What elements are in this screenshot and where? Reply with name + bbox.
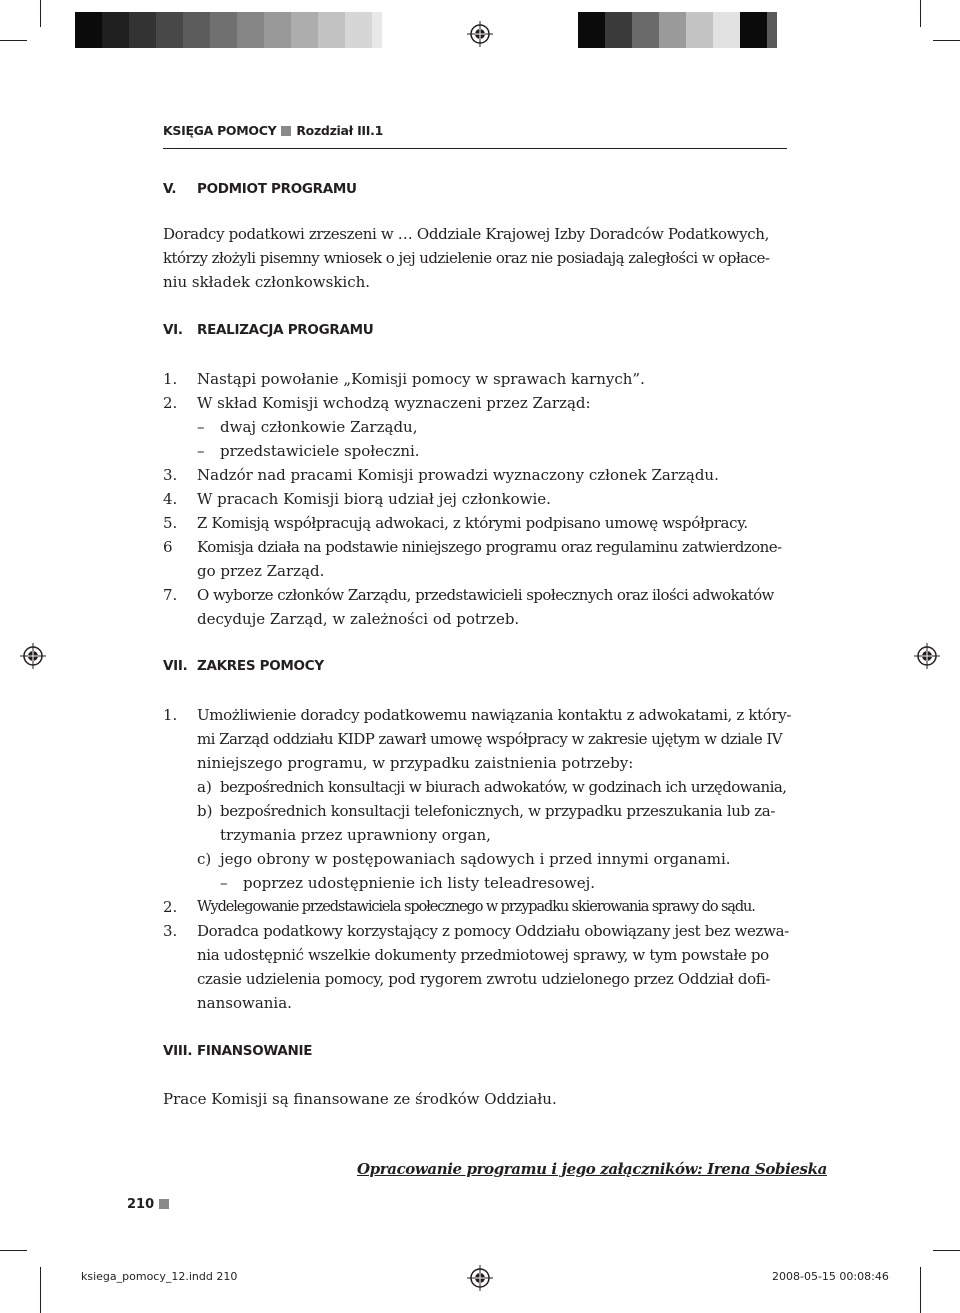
crop-mark	[40, 1267, 41, 1313]
running-header	[163, 123, 383, 138]
list-item-continuation: trzymania przez uprawniony organ,	[220, 826, 491, 844]
section-heading-viii: VIII. FINANSOWANIE	[163, 1043, 313, 1059]
section-heading-vii: VII. ZAKRES POMOCY	[163, 658, 324, 674]
square-bullet-icon	[281, 126, 291, 136]
list-item-continuation: nansowania.	[197, 994, 292, 1012]
header-rule	[163, 148, 787, 149]
list-item-continuation: decyduje Zarząd, w zależności od potrzeb.	[197, 610, 520, 628]
slug-timestamp: 2008-05-15 00:08:46	[772, 1270, 889, 1283]
chapter-title: Rozdział III.1	[296, 123, 383, 138]
list-item-continuation: niniejszego programu, w przypadku zaistnienia potrzeby:	[197, 754, 634, 772]
square-bullet-icon	[159, 1199, 169, 1209]
list-item-continuation: czasie udzielenia pomocy, pod rygorem zwrotu udzielonego przez Oddział dofi-	[197, 970, 771, 988]
registration-mark-icon	[914, 643, 940, 669]
registration-mark-icon	[20, 643, 46, 669]
author-credit: Opracowanie programu i jego załączników: Irena Sobieska	[357, 1160, 827, 1178]
crop-mark	[0, 40, 27, 41]
paragraph-line: niu składek członkowskich.	[163, 273, 371, 291]
list-item-continuation: mi Zarząd oddziału KIDP zawarł umowę współpracy w zakresie ujętym w dziale IV	[197, 730, 783, 748]
crop-mark	[920, 1267, 921, 1313]
crop-mark	[933, 40, 960, 41]
page-number: 210	[127, 1197, 169, 1212]
registration-mark-icon	[467, 21, 493, 47]
section-heading-vi: VI. REALIZACJA PROGRAMU	[163, 322, 374, 338]
slug-filename: ksiega_pomocy_12.indd 210	[81, 1270, 238, 1283]
list-item-continuation: go przez Zarząd.	[197, 562, 325, 580]
crop-mark	[933, 1250, 960, 1251]
section-heading-v: V. PODMIOT PROGRAMU	[163, 181, 357, 197]
crop-mark	[40, 0, 41, 27]
crop-mark	[920, 0, 921, 27]
paragraph-line: którzy złożyli pisemny wniosek o jej udzielenie oraz nie posiadają zaległości w opłace-	[163, 249, 770, 267]
crop-mark	[0, 1250, 27, 1251]
list-item-continuation: nia udostępnić wszelkie dokumenty przedmiotowej sprawy, w tym powstałe po	[197, 946, 769, 964]
paragraph-line: Doradcy podatkowi zrzeszeni w … Oddziale Krajowej Izby Doradców Podatkowych,	[163, 225, 770, 243]
paragraph-line: Prace Komisji są finansowane ze środków Oddziału.	[163, 1090, 557, 1108]
registration-mark-icon	[467, 1265, 493, 1291]
book-title: KSIĘGA POMOCY	[163, 123, 277, 138]
